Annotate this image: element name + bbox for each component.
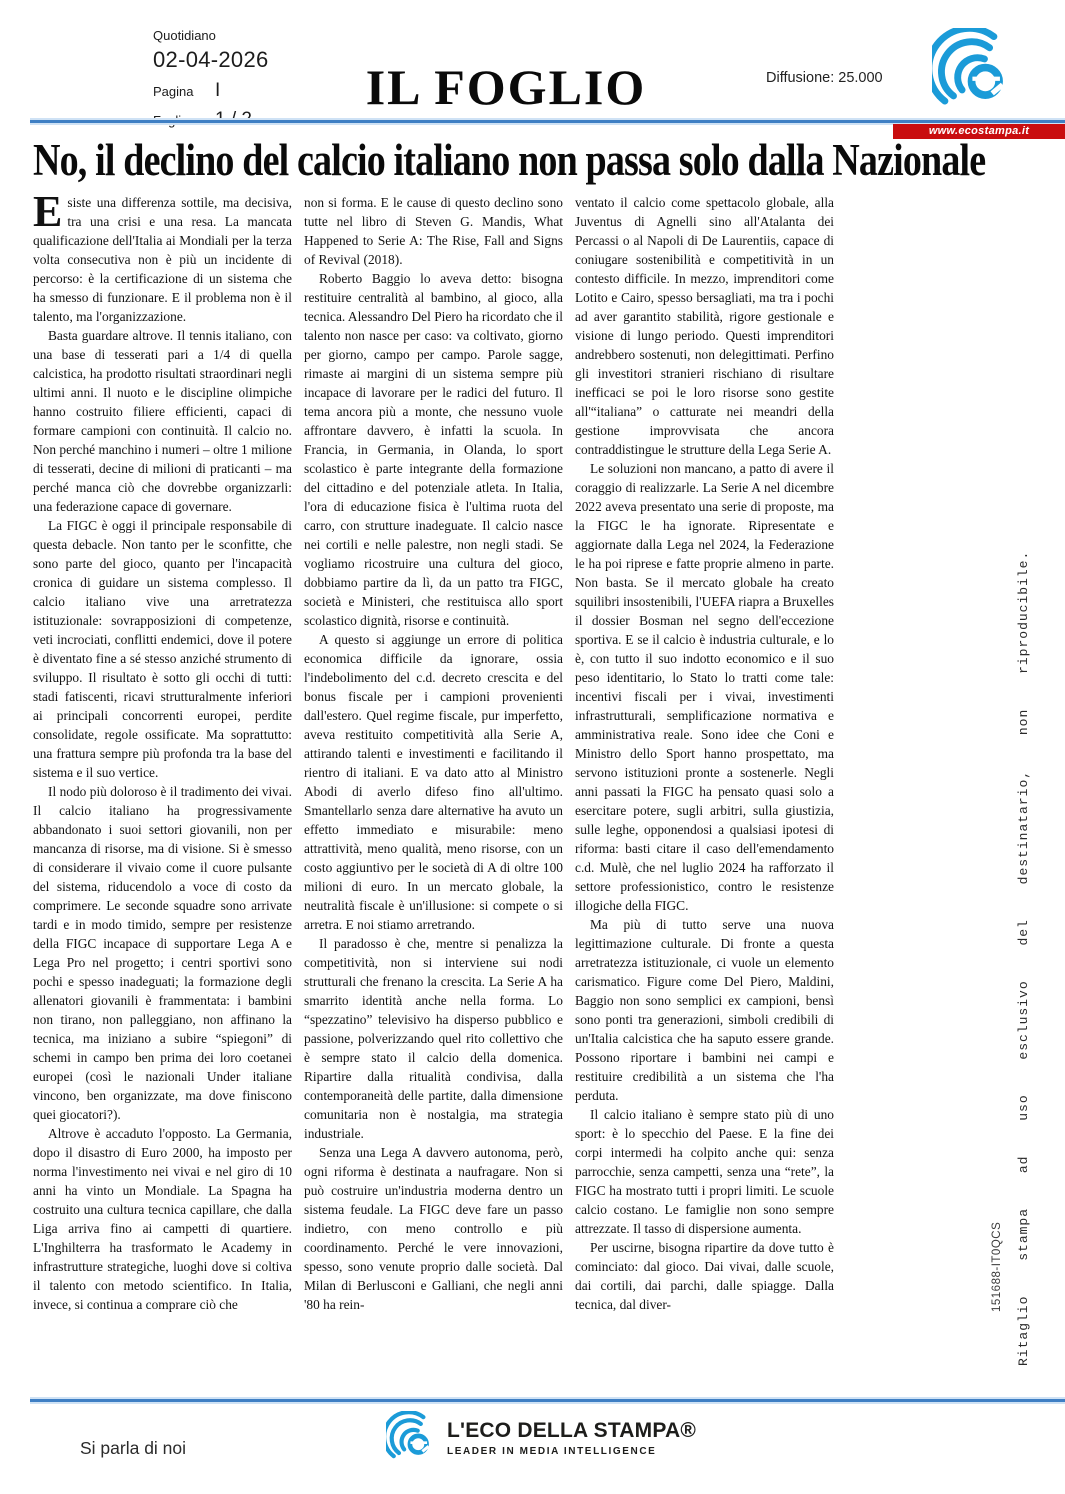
bottom-divider (30, 1399, 1065, 1402)
article-paragraph: Le soluzioni non mancano, a patto di avere il coraggio di realizzarle. La Serie A nel dicembre 2022 aveva presentato una serie di proposte, ma la FIGC le ha ignorate. Ripresentate e aggiornate dalla Lega nel 2024, la Federazione le ha poi riprese e fatte proprie almeno in parte. Non basta. Se il mercato globale ha creato squilibri insostenibili, l'UEFA riapra a Bruxelles il dossier Bosman nel segno dell'eccezione sportiva. E se il calcio è industria culturale, e lo è, con tutto il suo indotto economico e il suo peso identitario, lo Stato lo tratti come tale: incentivi fiscali per i vivai, investimenti infrastrutturali, semplificazione normativa e amministrativa reale. Sono idee che Coni e Ministro dello Sport hanno prospettato, ma servono istituzioni pronte a sostenerle. Negli anni passati la FIGC ha pensato quasi solo a esercitare potere, sugli arbitri, sulla giustizia, sulle leghe, opponendosi a qualsiasi ipotesi di riforma: basti citare il caso dell'emendamento c.d. Mulè, che nel luglio 2024 ha rafforzato il settore professionistico, contro le resistenze illogiche della FIGC. (575, 461, 834, 913)
article-paragraph: Roberto Baggio lo aveva detto: bisogna restituire centralità al bambino, al gioco, alla tecnica. Alessandro Del Piero ha ricordato che il talento non nasce per caso: va coltivato, giorno per giorno, campo per campo. Parole sagge, rimaste ai margini di un sistema sempre più incapace di lavorare per le radici del futuro. Il tema ancora più a monte, che nessuno vuole affrontare davvero, è infatti la scuola. In Francia, in Germania, in Olanda, lo sport scolastico è parte integrante della formazione del cittadino e del potenziale atleta. In Italia, l'ora di educazione fisica è l'ultima ruota del carro, con strutture inadeguate. Il calcio nasce nei cortili e nelle palestre, non negli stadi. Se vogliamo ricostruire una cultura del gioco, dobbiamo partire da lì, da un patto tra FIGC, società e Ministeri, che restituisca allo sport scolastico dignità, risorse e continuità. (304, 271, 563, 628)
article-headline: No, il declino del calcio italiano non passa solo dalla Nazionale (33, 135, 986, 185)
article-body (33, 193, 834, 1395)
article-paragraph: Senza una Lega A davvero autonoma, però, ogni riforma è destinata a naufragare. Non si può costruire un'industria moderna dentro un sistema feudale. La FIGC deve fare un passo indietro, con meno controllo e più coordinamento. Perché le vere innovazioni, spesso, sono venute proprio dalle società. Dal Milan di Berlusconi e Galliani, che negli anni '80 ha rein- (304, 1145, 563, 1312)
article-paragraph: Il nodo più doloroso è il tradimento dei vivai. Il calcio italiano ha progressivamente abbandonato i suoi settori giovanili, non per mancanza di risorse, ma di visione. Si è smesso di considerare il vivaio come il cuore pulsante del sistema, riducendolo a voce di costo da comprimere. Le seconde squadre sono arrivate tardi e in modo timido, sempre per resistenze della FIGC incapace di supportare Lega A e Lega Pro nel progetto; i centri sportivi sono pochi e spesso inadeguati; la formazione degli allenatori giovanili è frammentata: i bambini non tirano, non palleggiano, non affinano la tecnica, ma iniziano a subire “spiegoni” di schemi in campo ben prima dei loro coetanei europei (così le nazionali Under italiane vincono, ben organizzate, ma dove finiscono quei giocatori?). (33, 784, 292, 1122)
ecostampa-logo-icon (932, 28, 1018, 118)
footer-logo-subtitle: LEADER IN MEDIA INTELLIGENCE (447, 1446, 657, 1457)
diffusion-figure: Diffusione: 25.000 (766, 70, 883, 86)
reproduction-watermark: Ritaglio stampa ad uso esclusivo del destinatario, non riproducibile. (1016, 550, 1031, 1366)
newspaper-masthead: IL FOGLIO (365, 59, 647, 115)
publication-date: 02-04-2026 (153, 47, 269, 72)
article-paragraph: La FIGC è oggi il principale responsabile di questa debacle. Non tanto per le sconfitte, che sono parte del gioco, quanto per l'incapacità cronica di guidare un sistema complesso. Il calcio italiano vive una arretratezza istituzionale: sovrapposizioni di competenze, veti incrociati, conflitti endemici, dove il potere è diventato fine a sé stesso anziché strumento di sviluppo. Il risultato è sotto gli occhi di tutti: stadi fatiscenti, ricavi strutturalmente inferiori ai principali concorrenti europei, perdite consolidate, regole ossificate. Ma soprattutto: una frattura sempre più profonda tra la base del sistema e il suo vertice. (33, 518, 292, 780)
article-column-1 (33, 193, 292, 1395)
article-column-3 (575, 193, 834, 1395)
ecostampa-url-badge[interactable]: www.ecostampa.it (893, 124, 1065, 139)
article-column-2 (304, 193, 563, 1395)
article-paragraph: Ma più di tutto serve una nuova legittimazione culturale. Di fronte a questa arretratezza istituzionale, ci vuole un elemento carismatico. Figure come Del Piero, Maldini, Baggio non sono semplici ex campioni, bensì sono ponti tra generazioni, simboli credibili di un'Italia calcistica che ha saputo essere grande. Possono riportare i bambini nei campi e restituire credibilità a un sistema che l'ha perduta. (575, 917, 834, 1103)
publication-type: Quotidiano (153, 28, 216, 43)
eco-della-stampa-logo (386, 1411, 696, 1467)
article-paragraph: Il paradosso è che, mentre si penalizza la competitività, non si interviene sui nodi strutturali che frenano la crescita. La Serie A ha smarrito identità anche nella forma. Lo “spezzatino” televisivo ha disperso pubblico e passione, polverizzando quel rito collettivo che è sempre stato il calcio della domenica. Ripartire dalla ritualità condivisa, dalla contemporaneità delle partite, dalla dimensione comunitaria non è nostalgia, ma strategia industriale. (304, 936, 563, 1141)
footer-note: Si parla di noi (80, 1438, 187, 1458)
article-paragraph: Basta guardare altrove. Il tennis italiano, con una base di tesserati pari a 1/4 di quella calcistica, ha prodotto risultati straordinari negli ultimi anni. Il nuoto e le discipline olimpiche hanno costruito filiere efficienti, capaci di formare campioni con continuità. Il calcio no. Non perché manchino i numeri – oltre 1 milione di tesserati, decine di milioni di praticanti – ma perché manca ciò che dovrebbe organizzarli: una federazione capace di governare. (33, 328, 292, 514)
article-paragraph: Il calcio italiano è sempre stato più di uno sport: è lo specchio del Paese. E la fine dei corpi intermedi ha colpito anche qui: senza parrocchie, senza campetti, senza una “rete”, la FIGC ha mostrato tutti i propri limiti. Le scuole calcio costano. Le famiglie non sono sempre attrezzate. Il tasso di dispersione aumenta. (575, 1107, 834, 1236)
pagina-label: Pagina (153, 84, 194, 99)
footer-logo-icon (386, 1411, 438, 1467)
top-divider (30, 120, 1065, 123)
article-paragraph: A questo si aggiunge un errore di politica economica difficile da ignorare, ossia l'indebolimento del c.d. decreto crescita e del bonus fiscale per i campioni provenienti dall'estero. Quel regime fiscale, pur imperfetto, aveva restituito competitività alla Serie A, attirando talenti e investimenti e facilitando il rientro di italiani. E va dato atto al Ministro Abodi di averlo difeso fino all'ultimo. Smantellarlo senza dare alternative ha avuto un effetto immediato e misurabile: meno attrattività, meno qualità, meno risorse, con un costo aggiuntivo per le società di A di oltre 100 milioni di euro. In un mercato globale, la neutralità fiscale è un'illusione: si compete o si arretra. E noi stiamo arretrando. (304, 632, 563, 932)
article-paragraph: Esiste una differenza sottile, ma decisiva, tra una crisi e una resa. La mancata qualificazione dell'Italia ai Mondiali per la terza volta consecutiva non è più un incidente di percorso: è la certificazione di un sistema che ha smesso di funzionare. E il problema non è il talento, ma l'organizzazione. (33, 193, 292, 324)
clipping-code: 151688-IT0QCS (991, 1221, 1003, 1312)
article-paragraph: non si forma. E le cause di questo declino sono tutte nel libro di Steven G. Mandis, What Happened to Serie A: The Rise, Fall and Signs of Revival (2018). (304, 195, 563, 267)
article-paragraph: Per uscirne, bisogna ripartire da dove tutto è cominciato: dal gioco. Dai vivai, dalle scuole, dai cortili, dai parchi, dalle spiagge. Dalla tecnica, dal diver- (575, 1240, 834, 1312)
pagina-value: I (215, 80, 221, 101)
footer-logo-title: L'ECO DELLA STAMPA® (447, 1419, 697, 1442)
article-paragraph: ventato il calcio come spettacolo globale, alla Juventus di Agnelli sino all'Atalanta dei Percassi o al Napoli di De Laurentiis, capace di coniugare sostenibilità e competitività in un contesto difficile. In mezzo, imprenditori come Lotito e Cairo, spesso bersagliati, ma tra i pochi ad aver garantito stabilità, rigore gestionale e visione di lungo periodo. Questi imprenditori andrebbero sostenuti, non delegittimati. Perfino gli investitori stranieri rischiano di risultare inefficaci se poi le loro risorse sono gestite all'“italiana” o catturate nei meandri della gestione improvvisata che ancora contraddistingue le strutture della Lega Serie A. (575, 195, 834, 457)
article-paragraph: Altrove è accaduto l'opposto. La Germania, dopo il disastro di Euro 2000, ha imposto per norma l'investimento nei vivai e nel giro di 10 anni ha vinto un Mondiale. La Spagna ha costruito una cultura tecnica capillare, che dalla Liga arriva fino ai campetti di quartiere. L'Inghilterra ha trasformato le Academy in infrastrutture strategiche, luoghi dove si coltiva il talento con metodo scientifico. In Italia, invece, si continua a comprare ciò che (33, 1126, 292, 1312)
